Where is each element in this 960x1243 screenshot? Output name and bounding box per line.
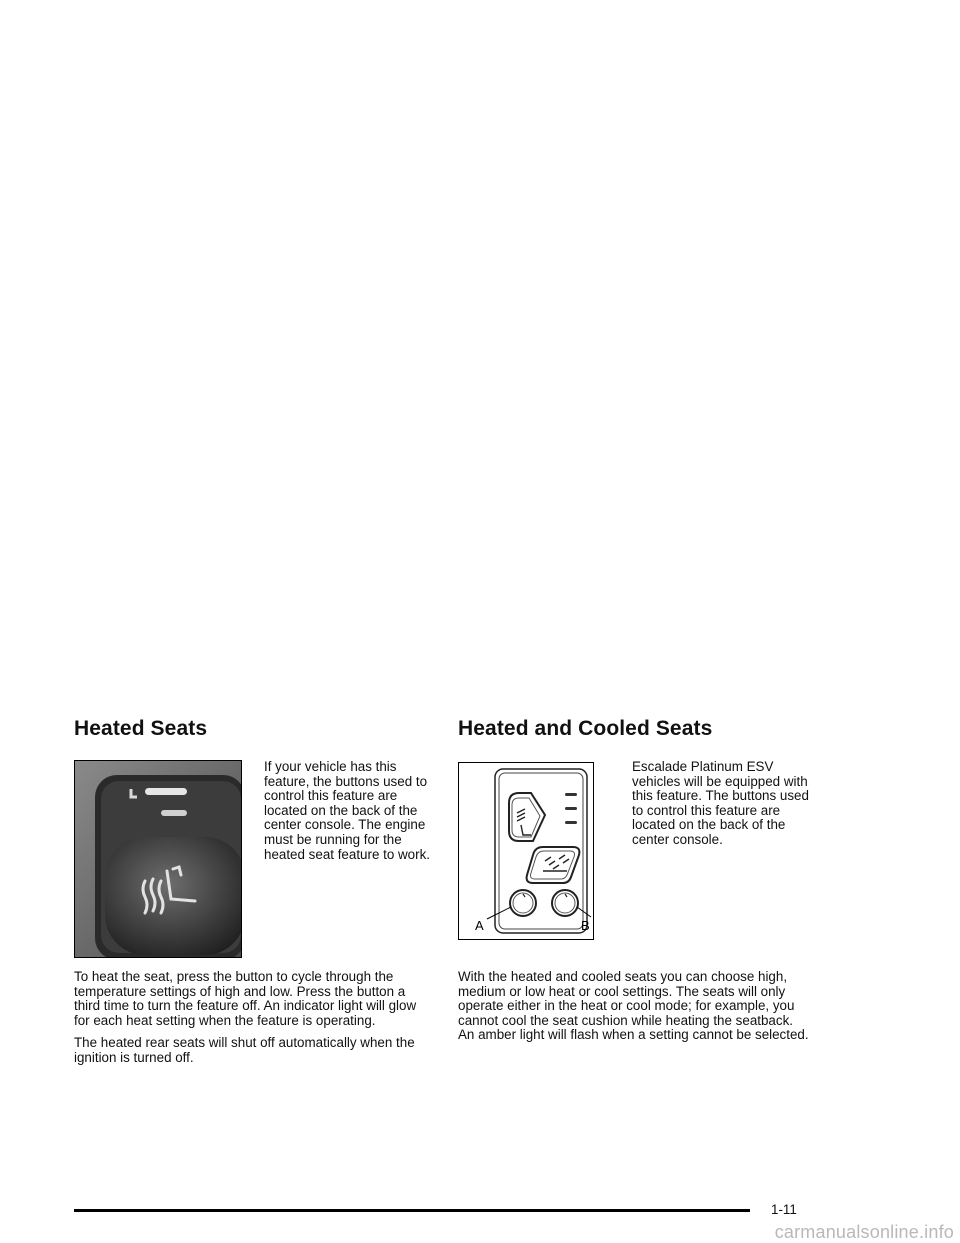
heated-cooled-seats-figure-row — [458, 760, 810, 970]
heated-seats-paragraph-2: The heated rear seats will shut off automatically when the ignition is turned off. — [74, 1035, 415, 1065]
heated-cooled-seats-heading: Heated and Cooled Seats — [458, 717, 713, 740]
label-a: A — [475, 918, 484, 933]
heated-seats-figure-row — [74, 759, 430, 970]
heated-cooled-seats-section — [458, 714, 810, 1051]
heated-seat-button-photo — [74, 760, 242, 958]
heated-seats-section — [74, 714, 430, 1074]
footer-rule — [74, 1209, 750, 1212]
heated-cooled-control-illustration — [459, 763, 593, 939]
heated-seat-button-illustration — [75, 761, 241, 957]
heated-seats-heading: Heated Seats — [74, 717, 208, 740]
page-number: 1-11 — [771, 1202, 797, 1217]
heated-seats-intro-text: If your vehicle has this feature, the buttons used to control this feature are located on the back of the center console. The engine must be running for the heated seat feature to work. — [264, 759, 430, 862]
heated-cooled-seats-intro-text: Escalade Platinum ESV vehicles will be equipped with this feature. The buttons used to control this feature are located on the back of the center console. — [632, 759, 809, 847]
label-b: B — [581, 918, 590, 933]
heated-cooled-seats-paragraph-1: With the heated and cooled seats you can choose high, medium or low heat or cool settings. The seats will only operate either in the heat or cool mode; for example, you cannot cool the seat cushion while heating the seatback. An amber light will flash when a setting cannot be selected. — [458, 969, 809, 1043]
heated-cooled-control-diagram — [458, 762, 594, 940]
heated-seats-paragraph-1: To heat the seat, press the button to cycle through the temperature settings of high and low. Press the button a third time to turn the feature off. An indicator light will glow for each heat setting when the feature is operating. — [74, 969, 417, 1028]
watermark: carmanualsonline.info — [774, 1222, 954, 1242]
